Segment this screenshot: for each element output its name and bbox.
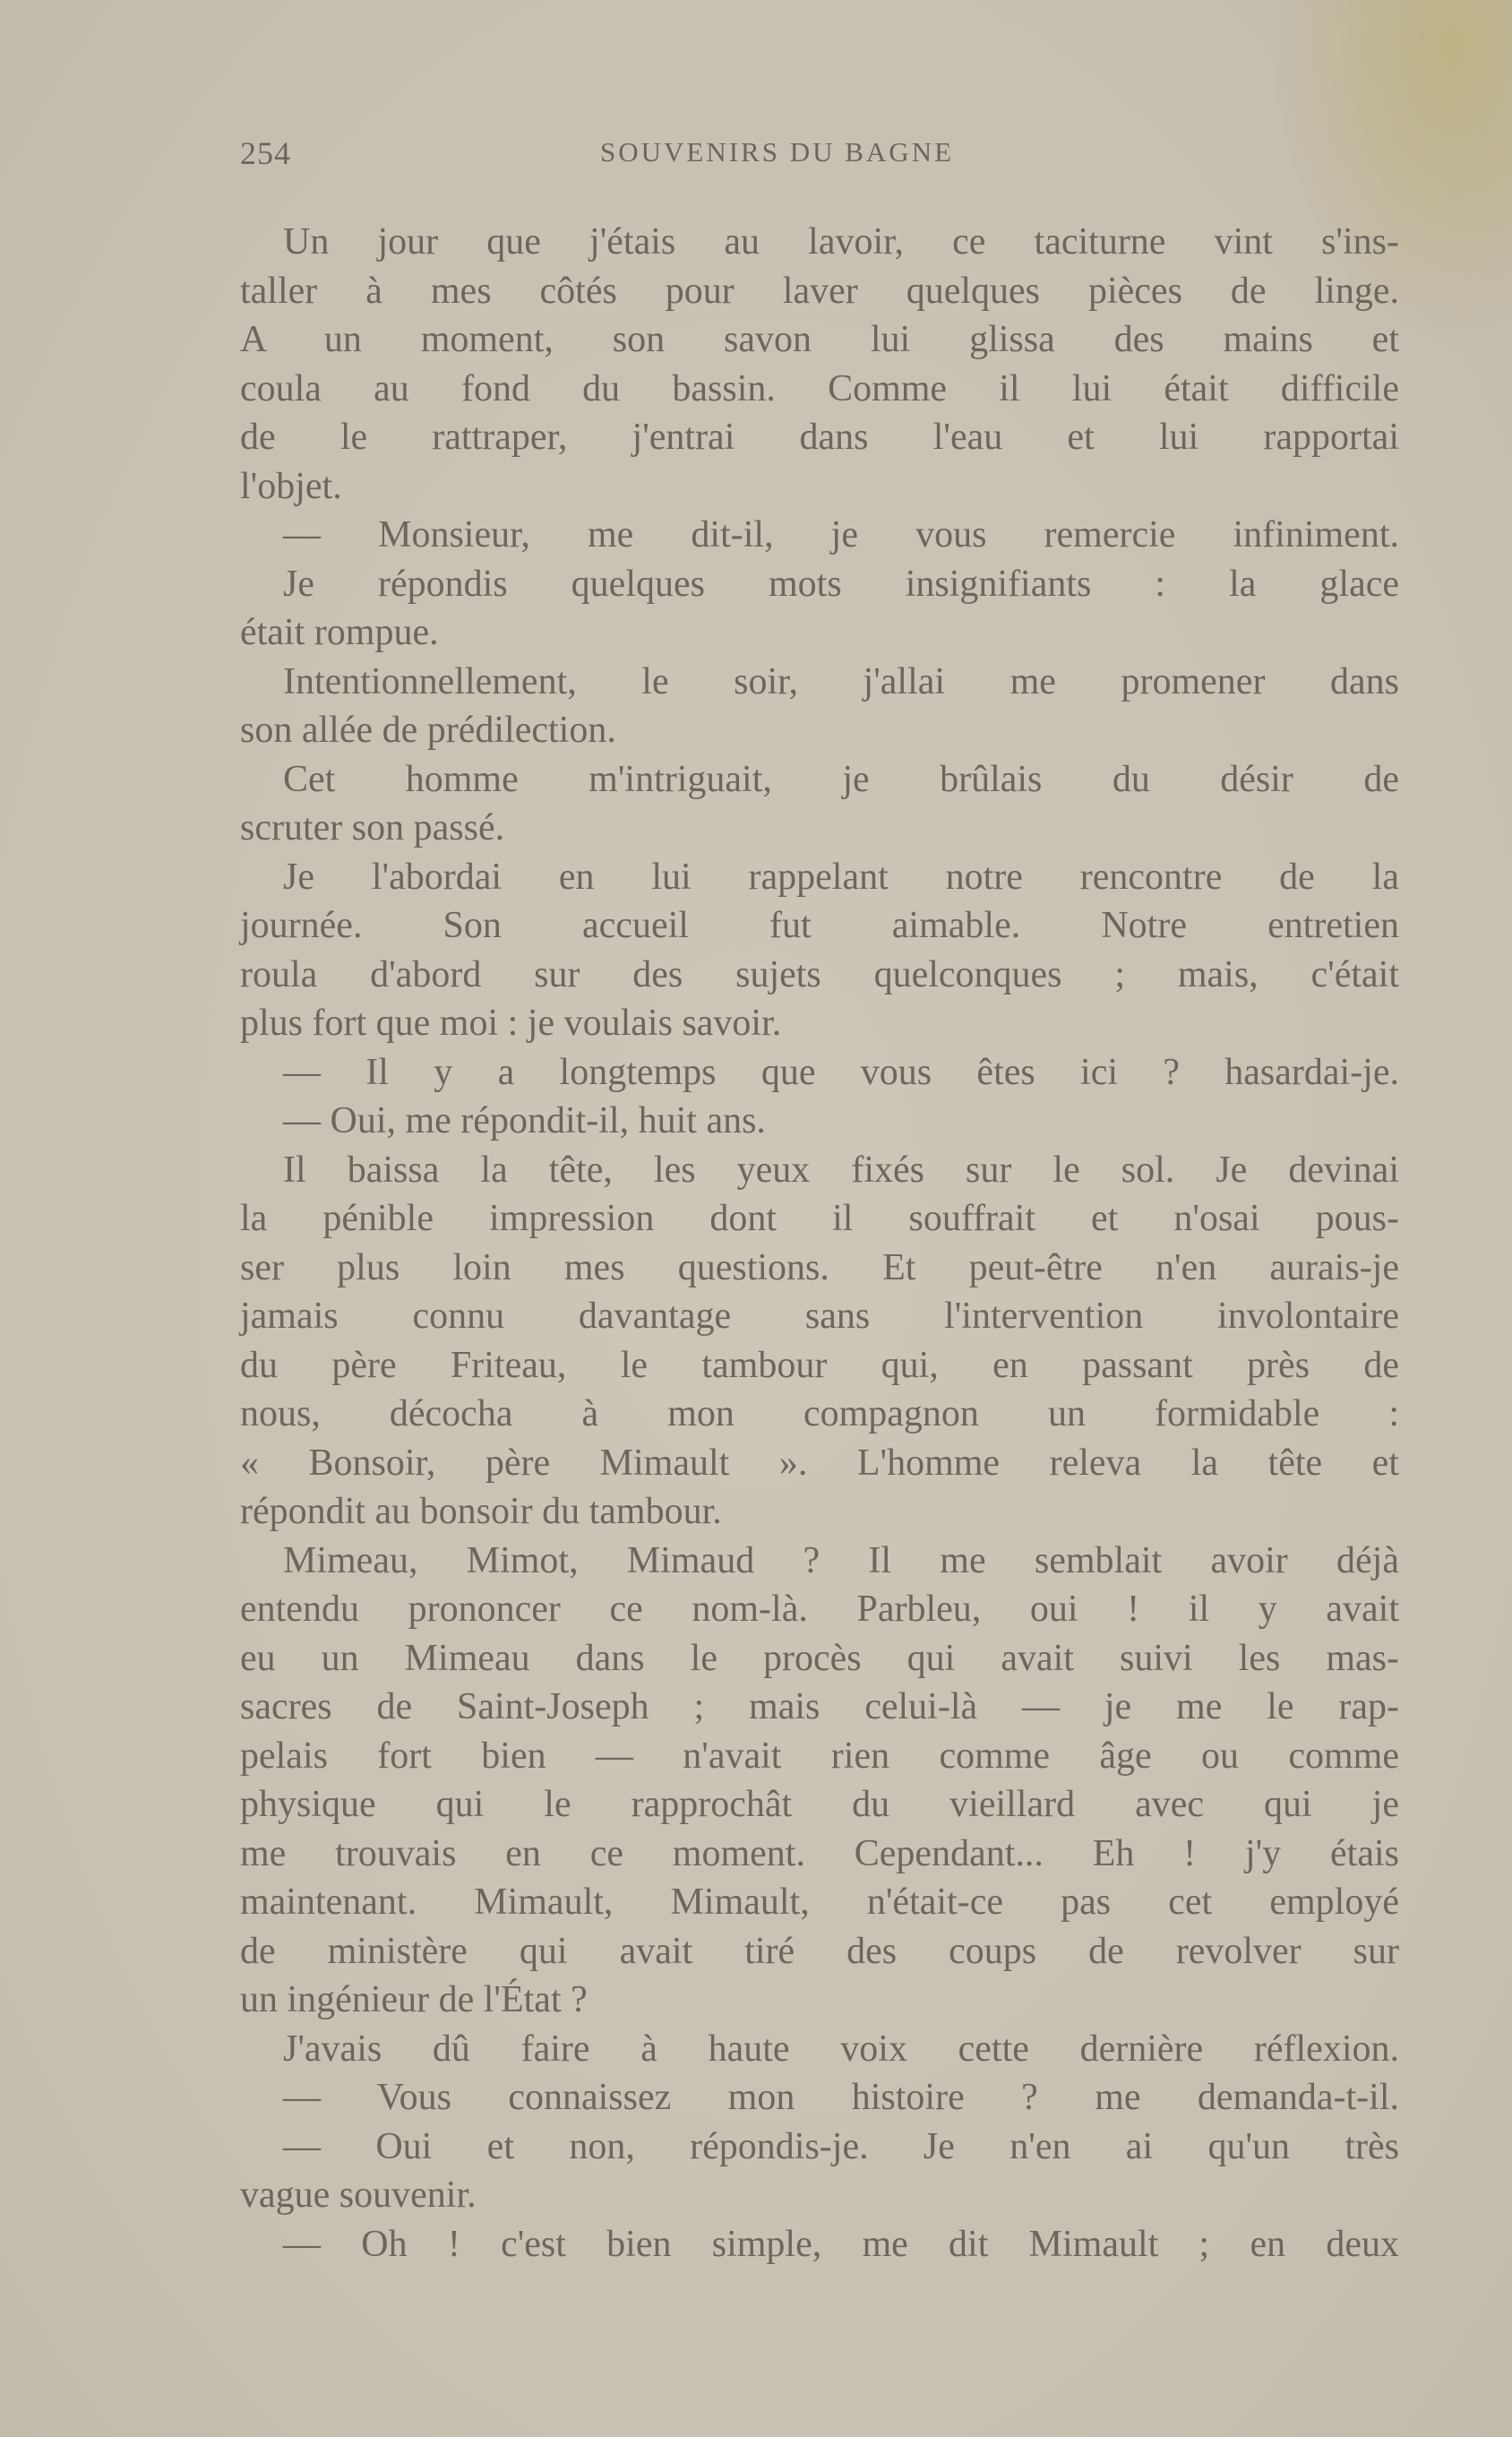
text-line: un ingénieur de l'État ? [240, 1979, 588, 2020]
text-line: — Oh ! c'est bien simple, me dit Mimault ; en deux [283, 2223, 1399, 2265]
text-line: entendu prononcer ce nom-là. Parbleu, oui ! il y avait [240, 1589, 1399, 1630]
text-line: — Il y a longtemps que vous êtes ici ? hasardai-je. [283, 1051, 1399, 1093]
page-number: 254 [240, 135, 291, 171]
text-line: plus fort que moi : je voulais savoir. [240, 1003, 782, 1044]
text-line: A un moment, son savon lui glissa des mains et [240, 319, 1399, 360]
text-line: sacres de Saint-Joseph ; mais celui-là — je me le rap- [240, 1686, 1399, 1727]
text-line: maintenant. Mimault, Mimault, n'était-ce pas cet employé [240, 1882, 1399, 1923]
text-line: journée. Son accueil fut aimable. Notre entretien [240, 905, 1399, 946]
text-line: du père Friteau, le tambour qui, en passant près de [240, 1344, 1399, 1386]
text-line: — Monsieur, me dit-il, je vous remercie infiniment. [283, 514, 1399, 555]
text-line: — Oui, me répondit-il, huit ans. [283, 1100, 766, 1141]
text-line: — Oui et non, répondis-je. Je n'en ai qu'un très [283, 2125, 1399, 2167]
text-line: répondit au bonsoir du tambour. [240, 1491, 722, 1532]
text-line: son allée de prédilection. [240, 710, 616, 751]
text-line: jamais connu davantage sans l'intervention involontaire [240, 1296, 1399, 1337]
text-line: l'objet. [240, 465, 342, 507]
running-title: SOUVENIRS DU BAGNE [600, 136, 955, 168]
text-line: Intentionnellement, le soir, j'allai me promener dans [283, 660, 1399, 702]
text-line: Je répondis quelques mots insignifiants : la glace [283, 563, 1399, 605]
text-line: — Vous connaissez mon histoire ? me demanda-t-il. [283, 2077, 1399, 2118]
text-line: la pénible impression dont il souffrait et n'osai pous- [240, 1198, 1399, 1239]
body-text [240, 218, 1399, 2269]
text-line: de le rattraper, j'entrai dans l'eau et lui rapportai [240, 417, 1399, 458]
text-line: coula au fond du bassin. Comme il lui était difficile [240, 367, 1399, 409]
text-line: de ministère qui avait tiré des coups de revolver sur [240, 1930, 1399, 1972]
text-line: pelais fort bien — n'avait rien comme âge ou comme [240, 1735, 1399, 1777]
text-line: roula d'abord sur des sujets quelconques ; mais, c'était [240, 953, 1399, 995]
text-line: scruter son passé. [240, 807, 505, 848]
text-line: ser plus loin mes questions. Et peut-être n'en aurais-je [240, 1246, 1399, 1288]
text-line: Il baissa la tête, les yeux fixés sur le sol. Je devinai [283, 1149, 1399, 1191]
text-line: Cet homme m'intriguait, je brûlais du désir de [283, 758, 1399, 800]
text-line: taller à mes côtés pour laver quelques pièces de linge. [240, 270, 1399, 312]
text-line: me trouvais en ce moment. Cependant... Eh ! j'y étais [240, 1832, 1399, 1874]
text-line: J'avais dû faire à haute voix cette dernière réflexion. [283, 2028, 1399, 2070]
text-line: Je l'abordai en lui rappelant notre rencontre de la [283, 856, 1399, 898]
text-line: Un jour que j'étais au lavoir, ce taciturne vint s'ins- [283, 221, 1399, 263]
text-line: nous, décocha à mon compagnon un formidable : [240, 1393, 1399, 1434]
text-line: « Bonsoir, père Mimault ». L'homme releva la tête et [240, 1442, 1399, 1484]
text-line: vague souvenir. [240, 2174, 477, 2216]
page-header [240, 134, 1046, 174]
text-line: Mimeau, Mimot, Mimaud ? Il me semblait avoir déjà [283, 1539, 1399, 1581]
text-line: physique qui le rapprochât du vieillard avec qui je [240, 1784, 1399, 1825]
text-line: était rompue. [240, 612, 439, 653]
text-line: eu un Mimeau dans le procès qui avait suivi les mas- [240, 1637, 1399, 1679]
